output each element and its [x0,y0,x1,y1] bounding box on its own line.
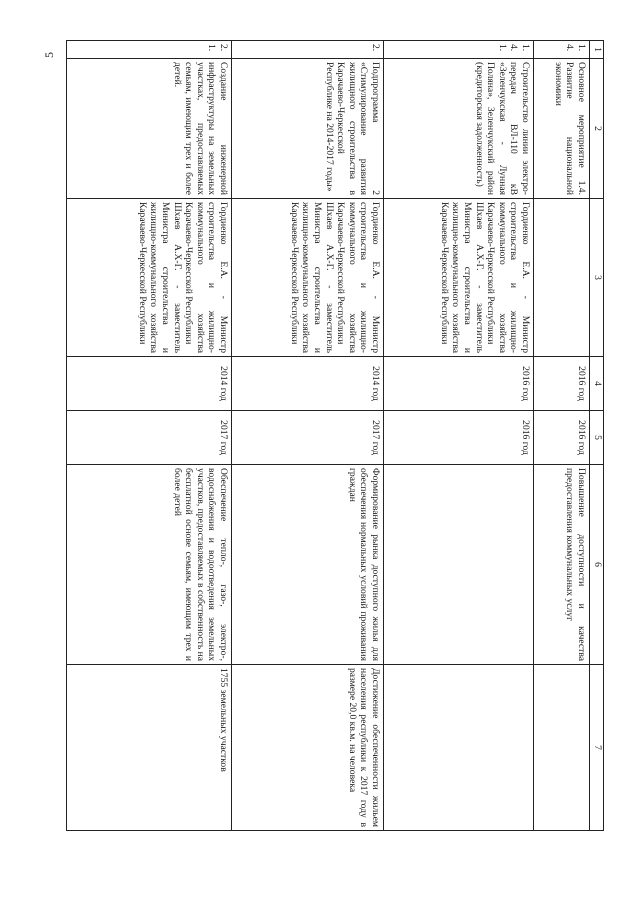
activity-cell: Строительство линии электро-передач ВЛ-110 кВ «Зеленчукская - Лунная Поляна», Зеленчукский район (кредиторская задолженность) [384,59,534,199]
responsible-cell [534,199,590,357]
row-number: 1.4.1. [384,41,534,59]
end-year-cell: 2016 год [384,411,534,465]
header-cell: 3 [590,199,604,357]
rotated-table-stage [68,40,604,830]
indicator-cell [534,665,590,831]
start-year-cell: 2016 год [384,357,534,411]
end-year-cell: 2017 год [232,411,384,465]
header-cell: 7 [590,665,604,831]
start-year-cell: 2016 год [534,357,590,411]
end-year-cell: 2017 год [67,411,232,465]
header-cell: 6 [590,465,604,665]
table-row [67,41,232,831]
header-row [590,41,604,831]
header-cell: 5 [590,411,604,465]
start-year-cell: 2014 год [232,357,384,411]
result-cell: Обеспечение тепло-, газо-, электро-, водоснабжения и водоотведения земельных участков, предоставляемых в собственность на бесплатной основе семьям, имеющим трех и более детей [67,465,232,665]
end-year-cell: 2016 год [534,411,590,465]
activities-table [66,40,604,831]
row-number: 2.1. [67,41,232,59]
responsible-cell: Гордиенко Е.А. - Министр строительства и жилищно-коммунального хозяйства Карачаево-Черкесской Республики Шхаев А.Х-Г. - заместитель Министра строительства и жилищно-коммунального хозяйства Карачаево-Черкесской Республики [384,199,534,357]
activity-cell: Основное мероприятие 1.4. Развитие национальной экономики [534,59,590,199]
table-row [534,41,590,831]
header-cell: 1 [590,41,604,59]
responsible-cell: Гордиенко Е.А. - Министр строительства и жилищно-коммунального хозяйства Карачаево-Черкесской Республики Шхаев А.Х-Г. - заместитель Министра строительства и жилищно-коммунального хозяйства Карачаево-Черкесской Республики [232,199,384,357]
result-cell: Повышение доступности и качества предоставления коммунальных услуг [534,465,590,665]
row-number: 2. [232,41,384,59]
result-cell: Формирование рынка доступного жилья для обеспечения нормальных условий проживания граждан [232,465,384,665]
page-number: 5 [42,52,56,58]
start-year-cell: 2014 год [67,357,232,411]
activity-cell: Подпрограмма 2 «Стимулирование развития жилищного строительства в Карачаево-Черкесской Республике на 2014-2017 годы» [232,59,384,199]
indicator-cell: 1755 земельных участков [67,665,232,831]
table-row [232,41,384,831]
header-cell: 4 [590,357,604,411]
activity-cell: Создание инженерной инфраструктуры на земельных участках, предоставляемых семьям, имеющим трех и более детей. [67,59,232,199]
responsible-cell: Гордиенко Е.А. - Министр строительства и жилищно-коммунального хозяйства Карачаево-Черкесской Республики Шхаев А.Х-Г. - заместитель Министра строительства и жилищно-коммунального хозяйства Карачаево-Черкесской Республики [67,199,232,357]
table-row [384,41,534,831]
indicator-cell: Достижение обеспеченности жильем населения республики к 2017 году в размере 20,0 кв.м. на человека [232,665,384,831]
header-cell: 2 [590,59,604,199]
row-number: 1.4. [534,41,590,59]
indicator-cell [384,665,534,831]
result-cell [384,465,534,665]
